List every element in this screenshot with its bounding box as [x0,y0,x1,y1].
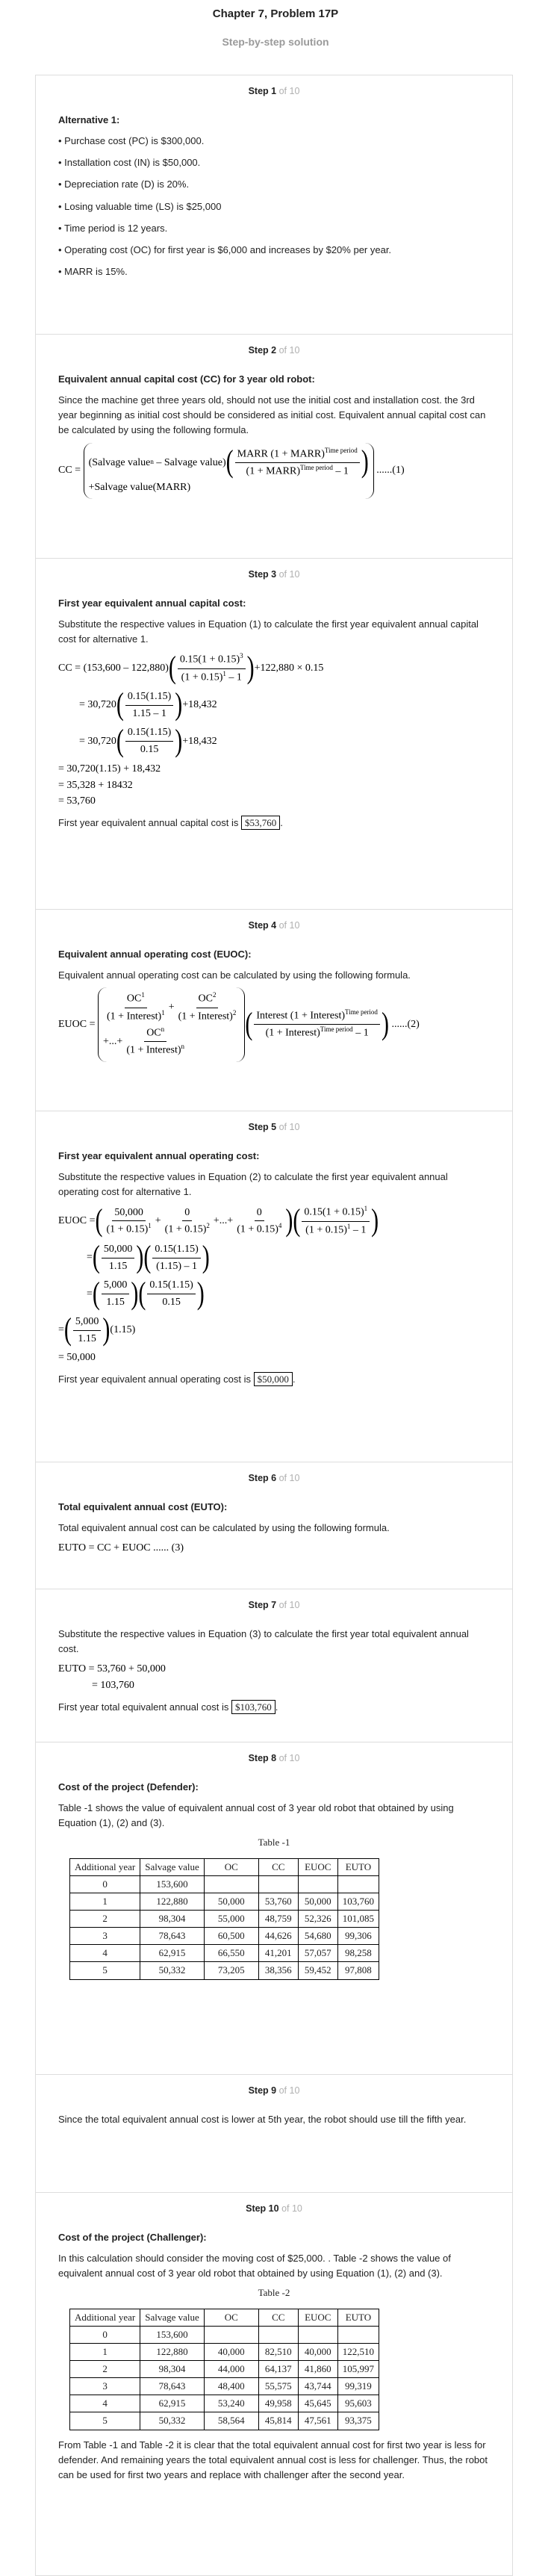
table-row: 0 153,600 [70,2326,379,2343]
step-heading: Cost of the project (Challenger): [58,2232,207,2243]
step-heading: Equivalent annual operating cost (EUOC): [58,949,252,960]
step-text: Substitute the respective values in Equation (2) to calculate the first year equivalent annual operating cost for alternative 1. [58,1171,448,1198]
step-result: First year equivalent annual operating cost is $50,000 . [58,1373,296,1385]
given-list [58,134,490,279]
step-text: Since the total equivalent annual cost is lower at 5th year, the robot should use till the fifth year. [58,2114,467,2125]
step-card-4 [35,909,513,1111]
step-card-5 [35,1111,513,1462]
step-heading: First year equivalent annual operating cost: [58,1150,260,1161]
table-header: Salvage value [140,1858,205,1875]
table-row: 1 122,880 50,000 53,760 50,000 103,760 [70,1893,379,1910]
table-row: 0 153,600 [70,1875,379,1893]
step-card-3 [35,558,513,909]
challenger-table [69,2309,379,2430]
step-text: Total equivalent annual cost can be calculated by using the following formula. [58,1522,390,1534]
table-row: 2 98,304 44,000 64,137 41,860 105,997 [70,2360,379,2377]
table-header: Additional year [70,2309,140,2326]
list-item: • MARR is 15%. [58,264,490,279]
result-box: $53,760 [241,816,280,830]
step-heading: Equivalent annual capital cost (CC) for 3 year old robot: [58,373,315,385]
table-row: 4 62,915 66,550 41,201 57,057 98,258 [70,1945,379,1962]
step-label: Step 1 of 10 [248,86,300,96]
list-item: • Operating cost (OC) for first year is $6,000 and increases by $20% per year. [58,243,490,258]
table-caption: Table -1 [258,1837,290,1849]
table-header: Salvage value [140,2309,205,2326]
table-row: 1 122,880 40,000 82,510 40,000 122,510 [70,2343,379,2360]
table-header: Additional year [70,1858,140,1875]
table-header: CC [258,1858,298,1875]
table-header: OC [204,1858,258,1875]
step-label: Step 6 of 10 [248,1473,300,1483]
step-card-8 [35,1742,513,2074]
equation-2: EUOC = $\frac{OC^1}{(1 + Interest)^1}$ + $\frac{OC^2}{(1 + Interest)^2}$ +...+ $\frac{OC^n}{(1 + Interest)^n}$ ( $\frac{Interest (1 + Interest)^{Time period}}{(1 + Interest)^{Time period} - 1}$ ) ...... (2) [58,987,490,1061]
table-header: CC [258,2309,298,2326]
result-box: $50,000 [254,1372,293,1386]
table-row: 3 78,643 48,400 55,575 43,744 99,319 [70,2378,379,2395]
table-row: 5 50,332 58,564 45,814 47,561 93,375 [70,2412,379,2430]
step-text: Substitute the respective values in Equation (3) to calculate the first year total equivalent annual cost. [58,1628,469,1655]
table-header: EUOC [298,2309,337,2326]
step-label: Step 2 of 10 [248,345,300,356]
list-item: • Depreciation rate (D) is 20%. [58,177,490,192]
table-row: 4 62,915 53,240 49,958 45,645 95,603 [70,2395,379,2412]
conclusion-text: From Table -1 and Table -2 it is clear that the total equivalent annual cost for first two year is less for defender. And remaining years the total equivalent annual cost is less for challenger. Thus, the robot can be used for first two years and replace with challenger after the second year. [58,2439,488,2480]
step-text: Since the machine get three years old, should not use the initial cost and installation cost. the 3rd year beginning as initial cost should be considered as initial cost. Equivalent annual capital cost can be calculated by using the following formula. [58,394,486,436]
step-label: Step 10 of 10 [246,2203,302,2214]
step-card-9 [35,2074,513,2192]
table-row: 2 98,304 55,000 48,759 52,326 101,085 [70,1910,379,1927]
step-card-2 [35,334,513,558]
step-label: Step 8 of 10 [248,1753,300,1763]
page-subtitle: Step-by-step solution [222,36,329,48]
table-header: OC [204,2309,258,2326]
table-header: EUTO [337,1858,379,1875]
list-item: • Losing valuable time (LS) is $25,000 [58,199,490,214]
result-box: $103,760 [231,1700,276,1714]
step-label: Step 5 of 10 [248,1122,300,1132]
step-heading: Total equivalent annual cost (EUTO): [58,1501,228,1512]
step-result: First year total equivalent annual cost is $103,760 . [58,1701,278,1713]
table-header: EUTO [337,2309,379,2326]
step-card-6 [35,1462,513,1589]
step-heading: First year equivalent annual capital cost: [58,598,246,609]
step-text: In this calculation should consider the moving cost of $25,000. . Table -2 shows the value of equivalent annual cost of 3 year old robot that obtained by using Equation (1), (2) and (3). [58,2253,451,2279]
table-row: 5 50,332 73,205 38,356 59,452 97,808 [70,1962,379,1979]
step-label: Step 3 of 10 [248,569,300,580]
equation-block: EUOC = ( $\frac{50,000}{(1 + 0.15)^1}$ + $\frac{0}{(1 + 0.15)^2}$ +...+ $\frac{0}{(1 + 0.15)^4}$ ) ( $\frac{0.15(1 + 0.15)^1}{(1 + 0.15)^1 - 1}$ ) = ( $\frac{50,000}{1.15}$ ) ( $\frac{0.15(1.15)}{(1.15) - 1}$ ) = ( $\frac{5,000}{1.15}$ ) ( $\frac{0.15(1.15)}{0.15}$ ) = ( $\frac{5,000}{1.15}$ ) (1.15) = 50,000 [58,1203,379,1364]
step-label: Step 7 of 10 [248,1600,300,1610]
step-card-7 [35,1589,513,1742]
page-header [0,0,551,60]
step-heading: Alternative 1: [58,114,120,125]
step-text: Substitute the respective values in Equation (1) to calculate the first year equivalent annual capital cost for alternative 1. [58,618,479,645]
page-title: Chapter 7, Problem 17P [212,7,339,20]
list-item: • Time period is 12 years. [58,221,490,236]
list-item: • Installation cost (IN) is $50,000. [58,155,490,170]
step-result: First year equivalent annual capital cost is $53,760 . [58,816,283,828]
equation-1: CC = (Salvage value n – Salvage value) ( $\frac{MARR (1 + MARR)^{Time period}}{(1 + MARR)^{Time period} - 1}$ ) +Salvage value(MARR) ...... (1) [58,443,490,499]
step-label: Step 4 of 10 [248,920,300,931]
table-header: EUOC [298,1858,337,1875]
step-card-1 [35,75,513,334]
defender-table [69,1858,379,1980]
step-text: Equivalent annual operating cost can be calculated by using the following formula. [58,969,411,981]
table-row: 3 78,643 60,500 44,626 54,680 99,306 [70,1928,379,1945]
step-label: Step 9 of 10 [248,2085,300,2096]
equation-3: EUTO = CC + EUOC ...... (3) [58,1542,184,1554]
table-caption: Table -2 [258,2287,290,2299]
equation-block: EUTO = 53,760 + 50,000 = 103,760 [58,1663,166,1691]
step-heading: Cost of the project (Defender): [58,1781,199,1793]
equation-block: CC = (153,600 – 122,880) ( $\frac{0.15(1 + 0.15)^3}{(1 + 0.15)^1 - 1}$ ) +122,880 × 0.15 = 30,720 ( $\frac{0.15(1.15)}{1.15 - 1}$ ) +18,432 = 30,720 ( $\frac{0.15(1.15)}{0.15}$ ) +18,432 = 30,720(1.15) + 18,432 = 35,328 + 18432 = 53,760 [58,651,324,807]
step-card-10 [35,2192,513,2576]
step-text: Table -1 shows the value of equivalent annual cost of 3 year old robot that obtained by using Equation (1), (2) and (3). [58,1802,454,1829]
list-item: • Purchase cost (PC) is $300,000. [58,134,490,149]
